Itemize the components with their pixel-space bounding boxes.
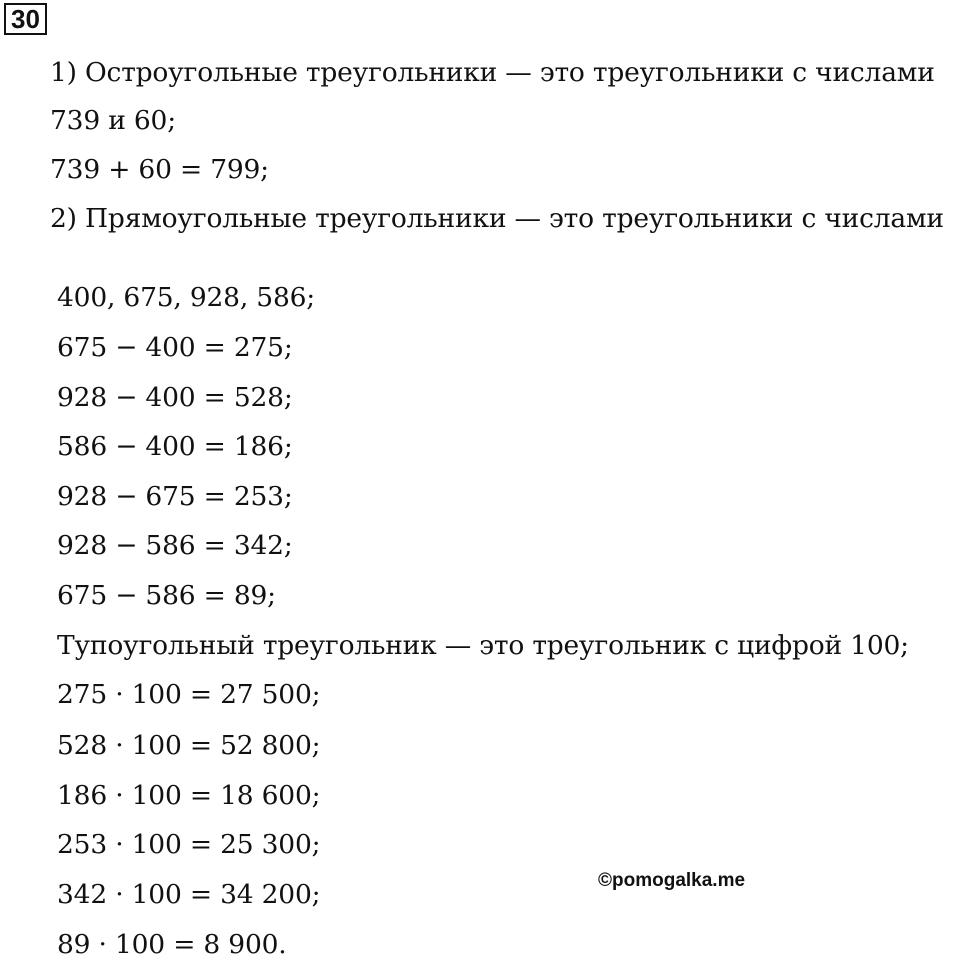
- equation-line: 928 − 400 = 528;: [57, 382, 293, 413]
- equation-line: 342 · 100 = 34 200;: [57, 879, 321, 910]
- equation-line: 928 − 675 = 253;: [57, 481, 293, 512]
- equation-line: 928 − 586 = 342;: [57, 530, 293, 561]
- equation-line: 186 · 100 = 18 600;: [57, 780, 321, 811]
- watermark: ©pomogalka.me: [598, 870, 746, 891]
- equation-line: 675 − 400 = 275;: [57, 332, 293, 363]
- equation-line: 253 · 100 = 25 300;: [57, 829, 321, 860]
- text-line: 1) Остроугольные треугольники — это треугольники с числами: [50, 57, 935, 88]
- equation-line: 675 − 586 = 89;: [57, 580, 276, 611]
- equation-line: 89 · 100 = 8 900.: [57, 929, 287, 960]
- text-line: 739 и 60;: [50, 105, 176, 136]
- task-number-badge: 30: [4, 3, 47, 35]
- equation-line: 275 · 100 = 27 500;: [57, 679, 321, 710]
- text-line: 739 + 60 = 799;: [50, 154, 269, 185]
- text-line: Тупоугольный треугольник — это треугольник с цифрой 100;: [57, 630, 909, 661]
- equation-line: 528 · 100 = 52 800;: [57, 730, 321, 761]
- equation-line: 586 − 400 = 186;: [57, 431, 293, 462]
- text-line: 2) Прямоугольные треугольники — это треугольники с числами: [50, 203, 944, 234]
- equation-line: 400, 675, 928, 586;: [57, 282, 315, 313]
